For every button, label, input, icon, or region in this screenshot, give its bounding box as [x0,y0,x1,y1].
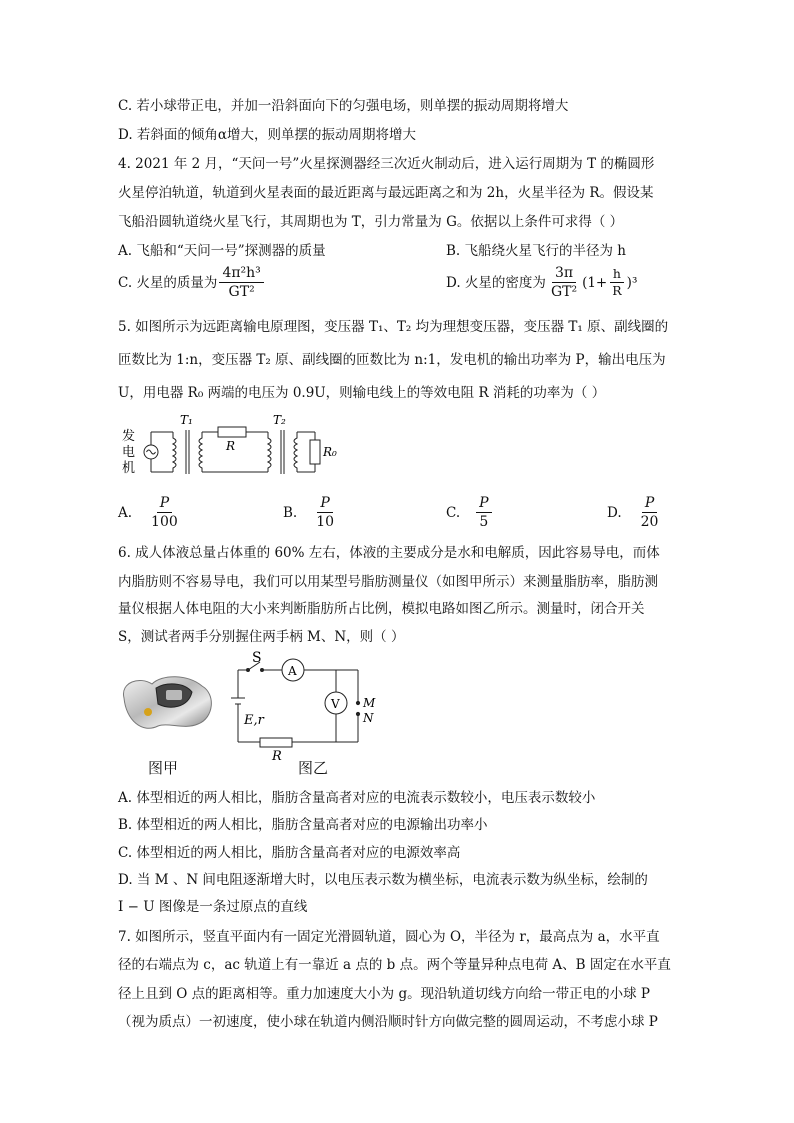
q3-option-d: D. 若斜面的倾角α增大，则单摆的振动周期将增大 [118,127,417,143]
q5-option-c-fraction [476,494,491,531]
figure-caption-yi: 图乙 [298,759,329,777]
q5-option-d-numerator: P [642,494,657,513]
q4-option-c [118,264,266,301]
q7-stem-line-3: 径上且到 O 点的距离相等。重力加速度大小为 g。现沿轨道切线方向给一带正电的小球 P [118,986,650,1002]
q5-option-a-letter: A. [118,504,133,521]
q5-option-b-numerator: P [317,494,332,513]
t1-label: T₁ [180,413,193,427]
fat-meter-photo [118,664,218,744]
resistor-label: R [272,749,282,762]
q4-option-c-prefix: C. 火星的质量为 [118,274,218,291]
q6-option-c: C. 体型相近的两人相比，脂肪含量高者对应的电源效率高 [118,845,461,861]
q5-option-d-letter: D. [607,504,622,521]
q4-stem-line-1: 4. 2021 年 2 月，“天问一号”火星探测器经三次近火制动后，进入运行周期为 T 的椭圆形 [118,156,655,172]
ammeter-label: A [288,664,297,678]
handle-m-label: M [363,696,376,710]
q4-option-d-fraction [548,264,580,301]
battery-label: E,r [244,713,264,728]
q5-option-c-numerator: P [476,494,491,513]
q6-stem-line-3: 量仪根据人体电阻的大小来判断脂肪所占比例，模拟电路如图乙所示。测量时，闭合开关 [118,601,645,617]
q4-option-d [446,264,637,301]
q5-option-a-numerator: P [157,494,172,513]
q4-option-d-denominator: GT² [550,284,578,300]
q3-option-c: C. 若小球带正电，并加一沿斜面向下的匀强电场，则单摆的振动周期将增大 [118,98,569,114]
q6-option-a: A. 体型相近的两人相比，脂肪含量高者对应的电流表示数较小，电压表示数较小 [118,790,596,806]
q6-option-d-line-1: D. 当 M 、N 间电阻逐渐增大时，以电压表示数为横坐标，电流表示数为纵坐标，绘制的 [118,872,648,888]
q5-option-b-letter: B. [283,504,298,521]
q6-stem-line-2: 内脂肪则不容易导电，我们可以用某型号脂肪测量仪（如图甲所示）来测量脂肪率，脂肪测 [118,574,658,590]
q4-option-a: A. 飞船和“天问一号”探测器的质量 [118,243,326,259]
q7-stem-line-2: 径的右端点为 c，ac 轨道上有一靠近 a 点的 b 点。两个等量异种点电荷 A、B 固定在水平直 [118,957,671,973]
q6-option-d-line-2: I − U 图像是一条过原点的直线 [118,899,308,915]
handle-n-label: N [363,711,374,725]
q4-option-d-paren-open: (1+ [582,274,608,291]
q5-stem-line-1: 5. 如图所示为远距离输电原理图，变压器 T₁、T₂ 均为理想变压器，变压器 T₁ 原、副线圈的 [118,319,669,335]
q4-option-d-inner-numerator: h [610,266,624,283]
q4-option-d-numerator: 3π [552,264,576,283]
q4-option-c-numerator: 4π²h³ [219,264,263,283]
q5-option-b [283,494,339,531]
q4-option-c-denominator: GT² [228,284,255,300]
switch-label: S [252,650,262,666]
q6-stem-line-4: S，测试者两手分别握住两手柄 M、N，则（ ） [118,629,405,645]
generator-label-2: 电 [122,445,136,460]
q4-option-d-inner-fraction [609,266,624,299]
q4-option-c-fraction [219,264,263,301]
q5-option-a [118,494,183,531]
q5-stem-line-2: 匝数比为 1:n，变压器 T₂ 原、副线圈的匝数比为 n:1，发电机的输出功率为 P，输出电压为 [118,352,666,368]
q4-stem-line-2: 火星停泊轨道，轨道到火星表面的最近距离与最远距离之和为 2h，火星半径为 R。假设某 [118,185,654,201]
figure-caption-jia: 图甲 [148,759,179,777]
q5-option-b-denominator: 10 [316,514,335,530]
q7-stem-line-4: （视为质点）一初速度，使小球在轨道内侧沿顺时针方向做完整的圆周运动，不考虑小球 P [118,1014,658,1030]
q6-stem-line-1: 6. 成人体液总量占体重的 60% 左右，体液的主要成分是水和电解质，因此容易导电，而体 [118,545,660,561]
transmission-circuit-diagram [118,410,348,490]
q5-option-a-fraction [148,494,181,531]
q5-option-c-denominator: 5 [479,514,489,530]
q5-option-d-denominator: 20 [640,514,659,530]
t2-label: T₂ [273,413,286,427]
resistor-r-icon [218,427,246,437]
q5-option-b-fraction [313,494,337,531]
voltmeter-label: V [331,697,340,711]
r0-label: R₀ [323,445,337,459]
resistor-r-icon-q6 [260,738,292,747]
generator-label-3: 机 [122,461,136,476]
fat-meter-circuit-diagram [220,650,390,762]
q5-option-a-denominator: 100 [151,514,178,530]
q5-option-c-letter: C. [446,504,461,521]
q4-option-d-inner-denominator: R [612,283,622,298]
q4-option-d-paren-close: )³ [626,274,638,291]
q4-option-b: B. 飞船绕火星飞行的半径为 h [446,243,626,259]
resistor-r0-icon [310,440,320,464]
q4-option-d-prefix: D. 火星的密度为 [446,274,546,291]
q5-option-d-fraction [638,494,662,531]
q5-option-d [607,494,663,531]
r-label: R [226,439,236,453]
q7-stem-line-1: 7. 如图所示，竖直平面内有一固定光滑圆轨道，圆心为 O，半径为 r，最高点为 a，水平直 [118,929,660,945]
q5-stem-line-3: U，用电器 R₀ 两端的电压为 0.9U，则输电线上的等效电阻 R 消耗的功率为（ ） [118,385,606,401]
generator-label-1: 发 [122,429,136,444]
q6-option-b: B. 体型相近的两人相比，脂肪含量高者对应的电源输出功率小 [118,817,488,833]
q4-stem-line-3: 飞船沿圆轨道绕火星飞行，其周期也为 T，引力常量为 G。依据以上条件可求得（ ） [118,214,624,230]
q5-option-c [446,494,494,531]
